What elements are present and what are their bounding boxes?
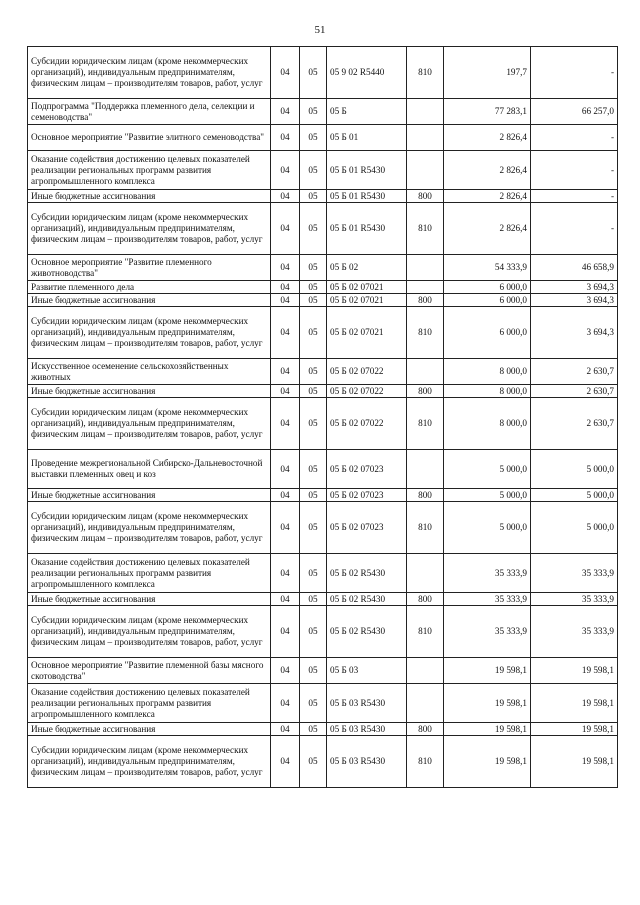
table-row	[28, 190, 618, 203]
item-name: Иные бюджетные ассигнования	[28, 593, 271, 606]
subsection-code: 05	[300, 359, 327, 385]
item-name: Субсидии юридическим лицам (кроме некоммерческих организаций), индивидуальным предпринимателям, физическим лицам – производителям товаров, работ, услуг	[28, 47, 271, 99]
section-code: 04	[271, 190, 300, 203]
table-row	[28, 606, 618, 658]
budget-table	[27, 46, 618, 788]
expense-type-code	[407, 554, 444, 593]
amount-executed: 46 658,9	[531, 255, 618, 281]
amount-approved: 2 826,4	[444, 125, 531, 151]
expense-type-code	[407, 281, 444, 294]
section-code: 04	[271, 658, 300, 684]
expense-type-code: 810	[407, 736, 444, 788]
target-article-code: 05 Б 01 R5430	[327, 190, 407, 203]
section-code: 04	[271, 281, 300, 294]
item-name: Развитие племенного дела	[28, 281, 271, 294]
amount-approved: 19 598,1	[444, 658, 531, 684]
amount-approved: 8 000,0	[444, 398, 531, 450]
target-article-code: 05 Б 02 07021	[327, 281, 407, 294]
table-row	[28, 281, 618, 294]
target-article-code: 05 Б 02 R5430	[327, 606, 407, 658]
target-article-code: 05 Б 03 R5430	[327, 723, 407, 736]
amount-approved: 2 826,4	[444, 190, 531, 203]
amount-approved: 35 333,9	[444, 554, 531, 593]
item-name: Субсидии юридическим лицам (кроме некоммерческих организаций), индивидуальным предпринимателям, физическим лицам – производителям товаров, работ, услуг	[28, 606, 271, 658]
amount-executed: 5 000,0	[531, 489, 618, 502]
amount-executed: 5 000,0	[531, 502, 618, 554]
target-article-code: 05 Б 02 07021	[327, 307, 407, 359]
expense-type-code	[407, 359, 444, 385]
table-row	[28, 307, 618, 359]
target-article-code: 05 Б 02 07023	[327, 489, 407, 502]
table-row	[28, 723, 618, 736]
amount-executed: 5 000,0	[531, 450, 618, 489]
item-name: Субсидии юридическим лицам (кроме некоммерческих организаций), индивидуальным предпринимателям, физическим лицам – производителям товаров, работ, услуг	[28, 502, 271, 554]
section-code: 04	[271, 554, 300, 593]
amount-executed: 19 598,1	[531, 658, 618, 684]
target-article-code: 05 Б 03 R5430	[327, 736, 407, 788]
subsection-code: 05	[300, 554, 327, 593]
expense-type-code	[407, 255, 444, 281]
amount-approved: 19 598,1	[444, 684, 531, 723]
amount-approved: 77 283,1	[444, 99, 531, 125]
subsection-code: 05	[300, 593, 327, 606]
amount-approved: 197,7	[444, 47, 531, 99]
amount-approved: 35 333,9	[444, 593, 531, 606]
table-body	[28, 47, 618, 788]
table-row	[28, 736, 618, 788]
section-code: 04	[271, 203, 300, 255]
subsection-code: 05	[300, 307, 327, 359]
item-name: Иные бюджетные ассигнования	[28, 385, 271, 398]
item-name: Иные бюджетные ассигнования	[28, 190, 271, 203]
subsection-code: 05	[300, 47, 327, 99]
amount-executed: 3 694,3	[531, 294, 618, 307]
item-name: Субсидии юридическим лицам (кроме некоммерческих организаций), индивидуальным предпринимателям, физическим лицам – производителям товаров, работ, услуг	[28, 307, 271, 359]
target-article-code: 05 Б 02 07022	[327, 385, 407, 398]
section-code: 04	[271, 359, 300, 385]
table-row	[28, 398, 618, 450]
subsection-code: 05	[300, 450, 327, 489]
table-row	[28, 489, 618, 502]
expense-type-code	[407, 99, 444, 125]
expense-type-code: 800	[407, 723, 444, 736]
amount-approved: 8 000,0	[444, 385, 531, 398]
amount-executed: -	[531, 203, 618, 255]
item-name: Проведение межрегиональной Сибирско-Дальневосточной выставки племенных овец и коз	[28, 450, 271, 489]
expense-type-code: 810	[407, 398, 444, 450]
item-name: Субсидии юридическим лицам (кроме некоммерческих организаций), индивидуальным предпринимателям, физическим лицам – производителям товаров, работ, услуг	[28, 736, 271, 788]
table-row	[28, 684, 618, 723]
amount-executed: 19 598,1	[531, 736, 618, 788]
amount-executed: 2 630,7	[531, 385, 618, 398]
amount-approved: 2 826,4	[444, 203, 531, 255]
expense-type-code	[407, 658, 444, 684]
item-name: Основное мероприятие "Развитие племенного животноводства"	[28, 255, 271, 281]
expense-type-code	[407, 151, 444, 190]
subsection-code: 05	[300, 502, 327, 554]
section-code: 04	[271, 47, 300, 99]
amount-approved: 19 598,1	[444, 723, 531, 736]
table-row	[28, 385, 618, 398]
table-row	[28, 554, 618, 593]
section-code: 04	[271, 385, 300, 398]
amount-approved: 54 333,9	[444, 255, 531, 281]
table-row	[28, 359, 618, 385]
target-article-code: 05 Б 02 R5430	[327, 593, 407, 606]
subsection-code: 05	[300, 736, 327, 788]
table-row	[28, 255, 618, 281]
target-article-code: 05 Б 02 07022	[327, 359, 407, 385]
expense-type-code: 810	[407, 307, 444, 359]
target-article-code: 05 Б 02 R5430	[327, 554, 407, 593]
target-article-code: 05 9 02 R5440	[327, 47, 407, 99]
amount-executed: 2 630,7	[531, 398, 618, 450]
amount-approved: 6 000,0	[444, 294, 531, 307]
amount-executed: 3 694,3	[531, 307, 618, 359]
target-article-code: 05 Б 02 07023	[327, 450, 407, 489]
section-code: 04	[271, 125, 300, 151]
expense-type-code: 810	[407, 606, 444, 658]
amount-executed: 2 630,7	[531, 359, 618, 385]
item-name: Искусственное осеменение сельскохозяйственных животных	[28, 359, 271, 385]
section-code: 04	[271, 398, 300, 450]
target-article-code: 05 Б 02	[327, 255, 407, 281]
item-name: Оказание содействия достижению целевых показателей реализации региональных программ развития агропромышленного комплекса	[28, 684, 271, 723]
expense-type-code: 810	[407, 203, 444, 255]
amount-executed: 35 333,9	[531, 593, 618, 606]
item-name: Основное мероприятие "Развитие племенной базы мясного скотоводства"	[28, 658, 271, 684]
target-article-code: 05 Б 02 07022	[327, 398, 407, 450]
section-code: 04	[271, 606, 300, 658]
section-code: 04	[271, 723, 300, 736]
item-name: Подпрограмма "Поддержка племенного дела, селекции и семеноводства"	[28, 99, 271, 125]
section-code: 04	[271, 294, 300, 307]
section-code: 04	[271, 450, 300, 489]
amount-executed: -	[531, 47, 618, 99]
amount-executed: 35 333,9	[531, 554, 618, 593]
section-code: 04	[271, 502, 300, 554]
expense-type-code: 800	[407, 385, 444, 398]
amount-approved: 8 000,0	[444, 359, 531, 385]
table-row	[28, 450, 618, 489]
target-article-code: 05 Б 02 07023	[327, 502, 407, 554]
amount-executed: 3 694,3	[531, 281, 618, 294]
subsection-code: 05	[300, 281, 327, 294]
section-code: 04	[271, 99, 300, 125]
amount-approved: 5 000,0	[444, 450, 531, 489]
target-article-code: 05 Б 03	[327, 658, 407, 684]
table-row	[28, 125, 618, 151]
item-name: Оказание содействия достижению целевых показателей реализации региональных программ развития агропромышленного комплекса	[28, 554, 271, 593]
amount-approved: 6 000,0	[444, 307, 531, 359]
amount-executed: -	[531, 190, 618, 203]
subsection-code: 05	[300, 99, 327, 125]
amount-approved: 35 333,9	[444, 606, 531, 658]
amount-executed: 35 333,9	[531, 606, 618, 658]
item-name: Иные бюджетные ассигнования	[28, 489, 271, 502]
expense-type-code	[407, 684, 444, 723]
section-code: 04	[271, 593, 300, 606]
subsection-code: 05	[300, 203, 327, 255]
target-article-code: 05 Б 01 R5430	[327, 203, 407, 255]
target-article-code: 05 Б 01 R5430	[327, 151, 407, 190]
amount-executed: 19 598,1	[531, 723, 618, 736]
expense-type-code: 800	[407, 593, 444, 606]
table-row	[28, 593, 618, 606]
subsection-code: 05	[300, 190, 327, 203]
item-name: Оказание содействия достижению целевых показателей реализации региональных программ развития агропромышленного комплекса	[28, 151, 271, 190]
table-row	[28, 502, 618, 554]
subsection-code: 05	[300, 489, 327, 502]
subsection-code: 05	[300, 684, 327, 723]
expense-type-code: 800	[407, 489, 444, 502]
table-row	[28, 47, 618, 99]
table-row	[28, 203, 618, 255]
target-article-code: 05 Б 01	[327, 125, 407, 151]
table-row	[28, 151, 618, 190]
table-row	[28, 294, 618, 307]
subsection-code: 05	[300, 255, 327, 281]
subsection-code: 05	[300, 606, 327, 658]
amount-executed: 66 257,0	[531, 99, 618, 125]
target-article-code: 05 Б 02 07021	[327, 294, 407, 307]
section-code: 04	[271, 489, 300, 502]
item-name: Основное мероприятие "Развитие элитного семеноводства"	[28, 125, 271, 151]
subsection-code: 05	[300, 125, 327, 151]
amount-approved: 19 598,1	[444, 736, 531, 788]
item-name: Иные бюджетные ассигнования	[28, 723, 271, 736]
subsection-code: 05	[300, 385, 327, 398]
expense-type-code: 800	[407, 294, 444, 307]
section-code: 04	[271, 255, 300, 281]
amount-approved: 5 000,0	[444, 489, 531, 502]
amount-executed: 19 598,1	[531, 684, 618, 723]
item-name: Иные бюджетные ассигнования	[28, 294, 271, 307]
expense-type-code: 810	[407, 502, 444, 554]
expense-type-code	[407, 450, 444, 489]
amount-executed: -	[531, 151, 618, 190]
target-article-code: 05 Б 03 R5430	[327, 684, 407, 723]
target-article-code: 05 Б	[327, 99, 407, 125]
expense-type-code: 800	[407, 190, 444, 203]
expense-type-code	[407, 125, 444, 151]
subsection-code: 05	[300, 294, 327, 307]
table-row	[28, 99, 618, 125]
subsection-code: 05	[300, 658, 327, 684]
amount-executed: -	[531, 125, 618, 151]
amount-approved: 6 000,0	[444, 281, 531, 294]
section-code: 04	[271, 307, 300, 359]
subsection-code: 05	[300, 398, 327, 450]
section-code: 04	[271, 151, 300, 190]
amount-approved: 5 000,0	[444, 502, 531, 554]
amount-approved: 2 826,4	[444, 151, 531, 190]
subsection-code: 05	[300, 151, 327, 190]
item-name: Субсидии юридическим лицам (кроме некоммерческих организаций), индивидуальным предпринимателям, физическим лицам – производителям товаров, работ, услуг	[28, 203, 271, 255]
page-number: 51	[314, 24, 326, 36]
expense-type-code: 810	[407, 47, 444, 99]
subsection-code: 05	[300, 723, 327, 736]
item-name: Субсидии юридическим лицам (кроме некоммерческих организаций), индивидуальным предпринимателям, физическим лицам – производителям товаров, работ, услуг	[28, 398, 271, 450]
table-row	[28, 658, 618, 684]
section-code: 04	[271, 684, 300, 723]
section-code: 04	[271, 736, 300, 788]
